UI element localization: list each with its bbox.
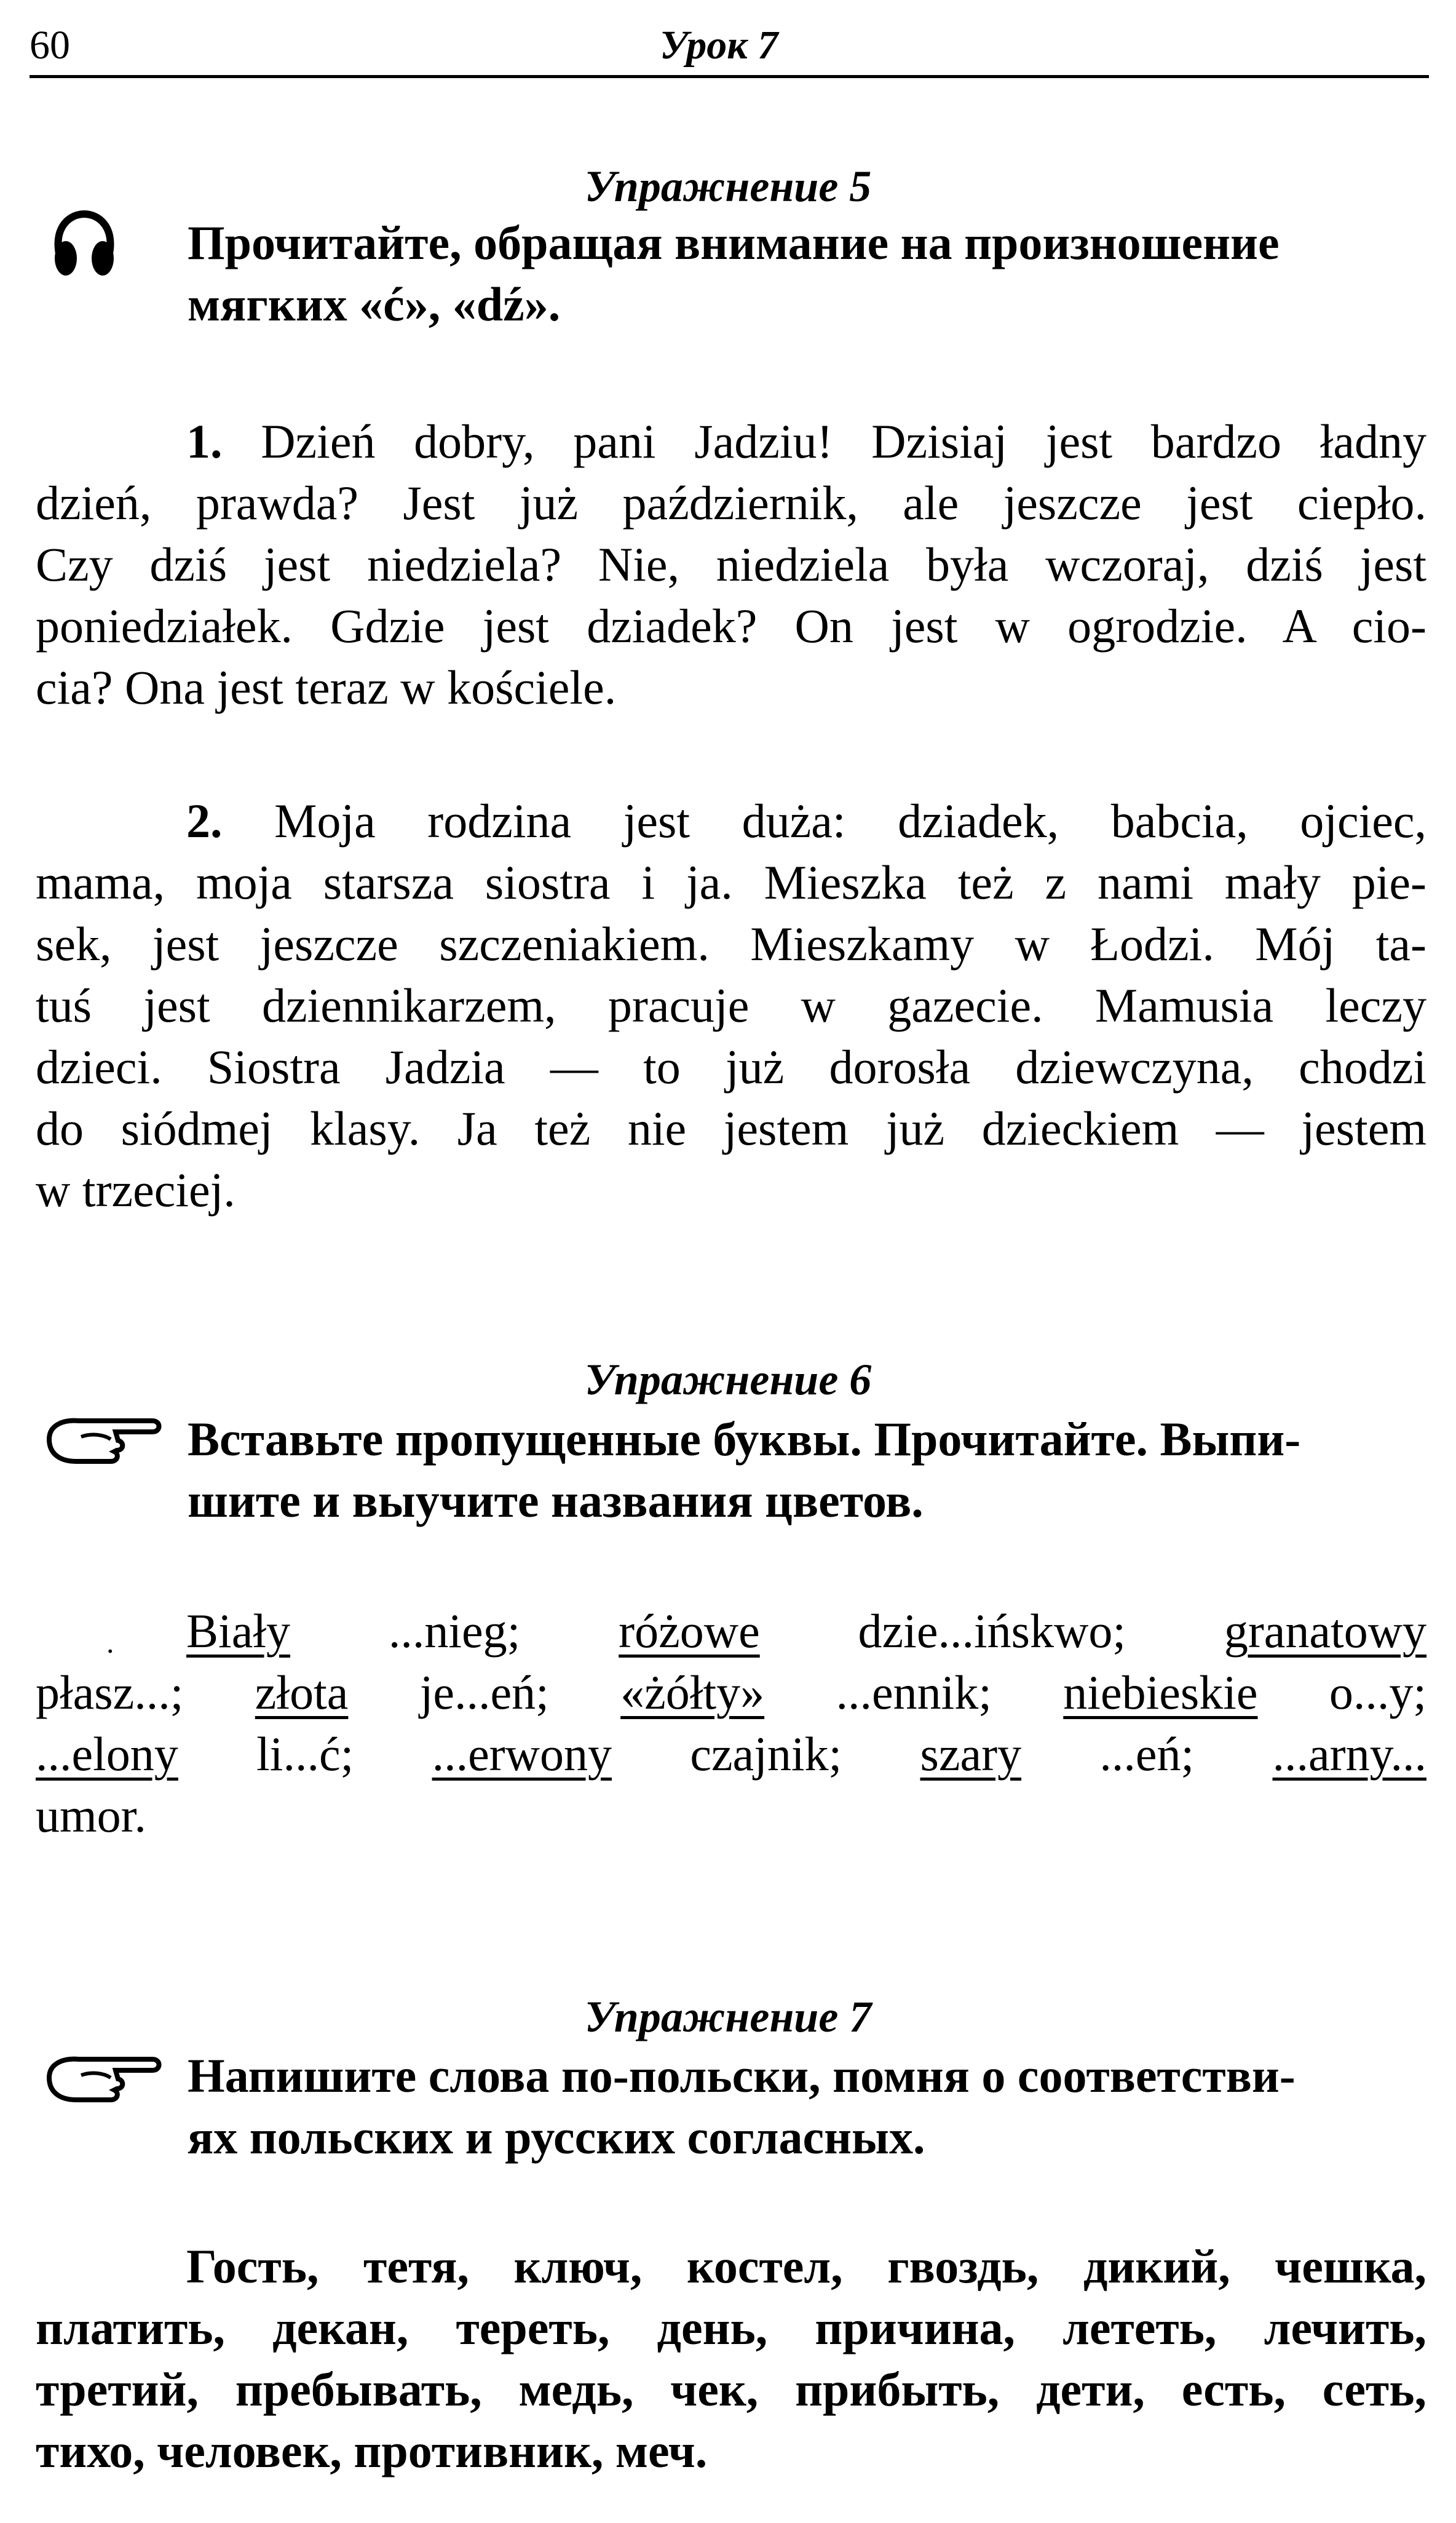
text-line: Czy dziś jest niedziela? Nie, niedziela była wczoraj, dziś jest (36, 538, 1426, 591)
text-line: mama, moja starsza siostra i ja. Mieszka też z nami mały pie- (36, 856, 1426, 909)
exercise-7-instruction (188, 2045, 1411, 2168)
instruction-line: Прочитайте, обращая внимание на произношение (188, 216, 1280, 269)
color-word: Biały (186, 1604, 290, 1658)
color-word: szary (920, 1727, 1022, 1781)
exercise-5-paragraph-2 (36, 790, 1426, 1221)
text-line: tuś jest dziennikarzem, pracuje w gazecie. Mamusia leczy (36, 979, 1426, 1032)
text-line: 2. Moja rodzina jest duża: dziadek, babcia, ojciec, (186, 794, 1427, 848)
text-line: платить, декан, тереть, день, причина, лететь, лечить, (36, 2301, 1426, 2354)
exercise-6-title: Упражнение 6 (584, 1355, 872, 1404)
text-line: 1. Dzień dobry, pani Jadziu! Dzisiaj jest bardzo ładny (186, 415, 1426, 468)
color-word: granatowy (1224, 1604, 1427, 1658)
pointing-hand-icon (42, 1409, 165, 1470)
exercise-5-paragraph-1 (36, 411, 1426, 718)
text-line: w trzeciej. (36, 1163, 235, 1217)
color-word: «żółty» (620, 1666, 765, 1719)
text-line: umor. (36, 1789, 146, 1842)
text-line: sek, jest jeszcze szczeniakiem. Mieszkamy w Łodzi. Mój ta- (36, 917, 1426, 971)
color-word: różowe (619, 1604, 760, 1658)
text-line: poniedziałek. Gdzie jest dziadek? On jest w ogrodzie. A cio- (36, 599, 1426, 653)
color-word: złota (255, 1666, 349, 1719)
color-word: niebieskie (1063, 1666, 1258, 1719)
text-line: dzień, prawda? Jest już październik, ale jeszcze jest ciepło. (36, 476, 1426, 530)
exercise-6-text (36, 1600, 1426, 1846)
running-title: Урок 7 (660, 23, 778, 68)
instruction-line: ях польских и русских согласных. (188, 2110, 925, 2164)
text-line: cia? Ona jest teraz w kościele. (36, 661, 617, 714)
instruction-line: шите и выучите названия цветов. (188, 1474, 924, 1527)
text-line: dzieci. Siostra Jadzia — to już dorosła dziewczyna, chodzi (36, 1040, 1426, 1094)
pointing-hand-icon (42, 2047, 165, 2108)
running-header (30, 22, 1429, 78)
instruction-line: Вставьте пропущенные буквы. Прочитайте. Выпи- (188, 1412, 1301, 1466)
exercise-5-title: Упражнение 5 (584, 162, 872, 211)
instruction-line: мягких «ć», «dź». (188, 277, 561, 331)
text-line: do siódmej klasy. Ja też nie jestem już dzieckiem — jestem (36, 1102, 1426, 1155)
text-line: Гость, тетя, ключ, костел, гвоздь, дикий, чешка, (186, 2239, 1426, 2293)
text-line: третий, пребывать, медь, чек, прибыть, дети, есть, сеть, (36, 2362, 1426, 2416)
text-line: тихо, человек, противник, меч. (36, 2424, 708, 2477)
page-number: 60 (30, 23, 70, 68)
instruction-line: Напишите слова по-польски, помня о соответстви- (188, 2049, 1296, 2102)
color-word: ...arny... (1272, 1727, 1427, 1781)
paragraph-number: 1. (186, 415, 223, 468)
text-line: płasz...; złota je...eń; «żółty» ...ennik; niebieskie o...y; (36, 1666, 1427, 1719)
text-line: Biały ...nieg; różowe dzie...ińskwo; granatowy (186, 1604, 1427, 1658)
color-word: ...erwony (432, 1727, 612, 1781)
headphones-icon (50, 209, 118, 280)
stray-dot: . (106, 1625, 114, 1659)
exercise-6-instruction (188, 1409, 1411, 1532)
text-line: ...elony li...ć; ...erwony czajnik; szary ...eń; ...arny... (36, 1727, 1427, 1781)
color-word: ...elony (36, 1727, 178, 1781)
paragraph-number: 2. (186, 794, 223, 848)
exercise-7-title: Упражнение 7 (584, 1992, 872, 2041)
exercise-5-instruction (188, 212, 1411, 335)
exercise-7-words (36, 2236, 1426, 2482)
